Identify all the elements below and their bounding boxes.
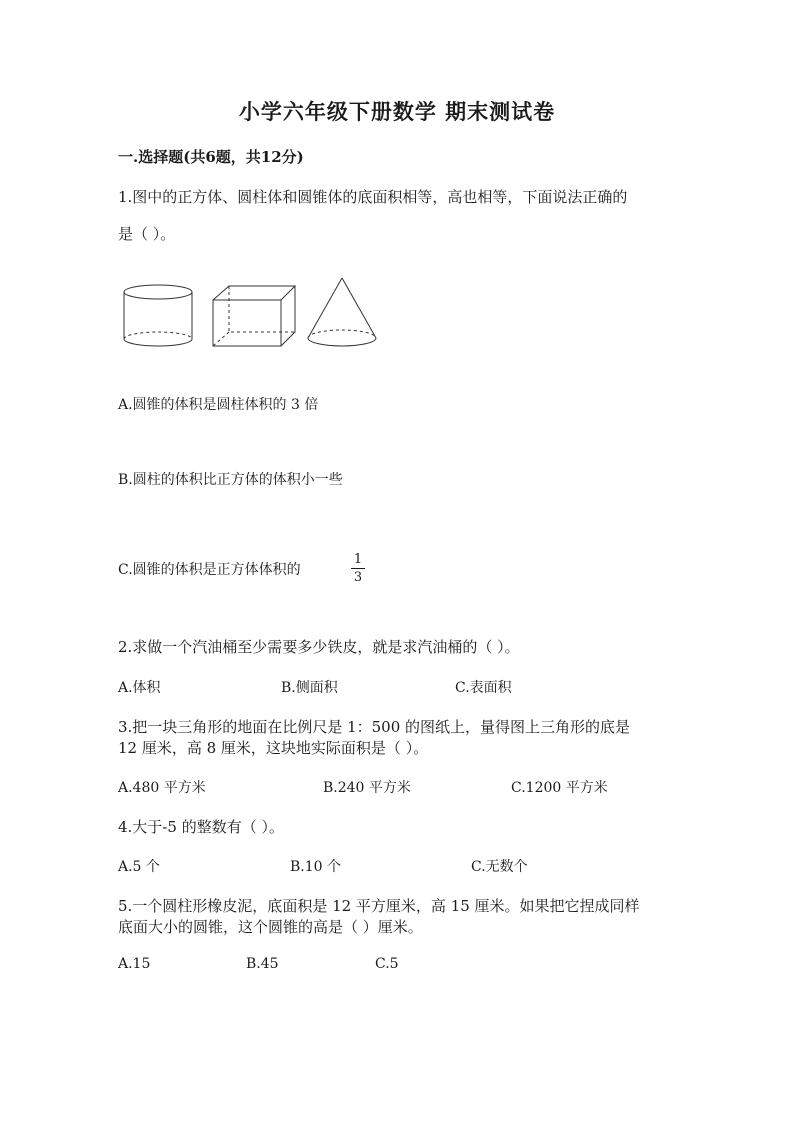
question-4-option-b[interactable]: B.10 个 bbox=[290, 859, 342, 875]
question-3-text-cont: 12 厘米，高 8 厘米，这块地实际面积是（ ）。 bbox=[118, 739, 429, 757]
question-1-option-c[interactable]: C.圆锥的体积是正方体体积的 bbox=[118, 562, 301, 578]
question-3-option-a[interactable]: A.480 平方米 bbox=[118, 780, 206, 796]
question-3-option-c[interactable]: C.1200 平方米 bbox=[511, 780, 608, 796]
fraction-one-third bbox=[351, 552, 365, 585]
question-4-text: 4.大于-5 的整数有（ ）。 bbox=[118, 818, 284, 836]
page-title: 小学六年级下册数学 期末测试卷 bbox=[238, 99, 556, 124]
fraction-denominator: 3 bbox=[353, 570, 363, 585]
cube-icon bbox=[211, 284, 297, 348]
question-2-option-a[interactable]: A.体积 bbox=[118, 680, 161, 696]
question-5-option-a[interactable]: A.15 bbox=[118, 956, 151, 972]
question-2-option-b[interactable]: B.侧面积 bbox=[281, 680, 338, 696]
question-5-text-cont: 底面大小的圆锥，这个圆锥的高是（ ）厘米。 bbox=[118, 918, 423, 936]
question-2-option-c[interactable]: C.表面积 bbox=[455, 680, 512, 696]
question-1-option-b[interactable]: B.圆柱的体积比正方体的体积小一些 bbox=[118, 472, 343, 488]
fraction-numerator: 1 bbox=[353, 552, 363, 567]
question-1-text-cont: 是（ ）。 bbox=[118, 225, 176, 243]
question-2-text: 2.求做一个汽油桶至少需要多少铁皮，就是求汽油桶的（ ）。 bbox=[118, 638, 520, 656]
question-4-option-c[interactable]: C.无数个 bbox=[471, 859, 528, 875]
cylinder-icon bbox=[122, 284, 194, 348]
question-5-option-b[interactable]: B.45 bbox=[246, 956, 279, 972]
question-5-text: 5.一个圆柱形橡皮泥，底面积是 12 平方厘米，高 15 厘米。如果把它捏成同样 bbox=[118, 897, 640, 915]
question-1-option-a[interactable]: A.圆锥的体积是圆柱体积的 3 倍 bbox=[118, 397, 319, 413]
question-4-option-a[interactable]: A.5 个 bbox=[118, 859, 160, 875]
question-1-text: 1.图中的正方体、圆柱体和圆锥体的底面积相等，高也相等，下面说法正确的 bbox=[118, 188, 628, 206]
question-3-option-b[interactable]: B.240 平方米 bbox=[323, 780, 411, 796]
section-heading: 一.选择题(共6题，共12分) bbox=[118, 148, 304, 166]
fraction-bar bbox=[351, 568, 365, 569]
cone-icon bbox=[306, 276, 378, 348]
question-3-text: 3.把一块三角形的地面在比例尺是 1：500 的图纸上，量得图上三角形的底是 bbox=[118, 718, 631, 736]
question-5-option-c[interactable]: C.5 bbox=[375, 956, 399, 972]
